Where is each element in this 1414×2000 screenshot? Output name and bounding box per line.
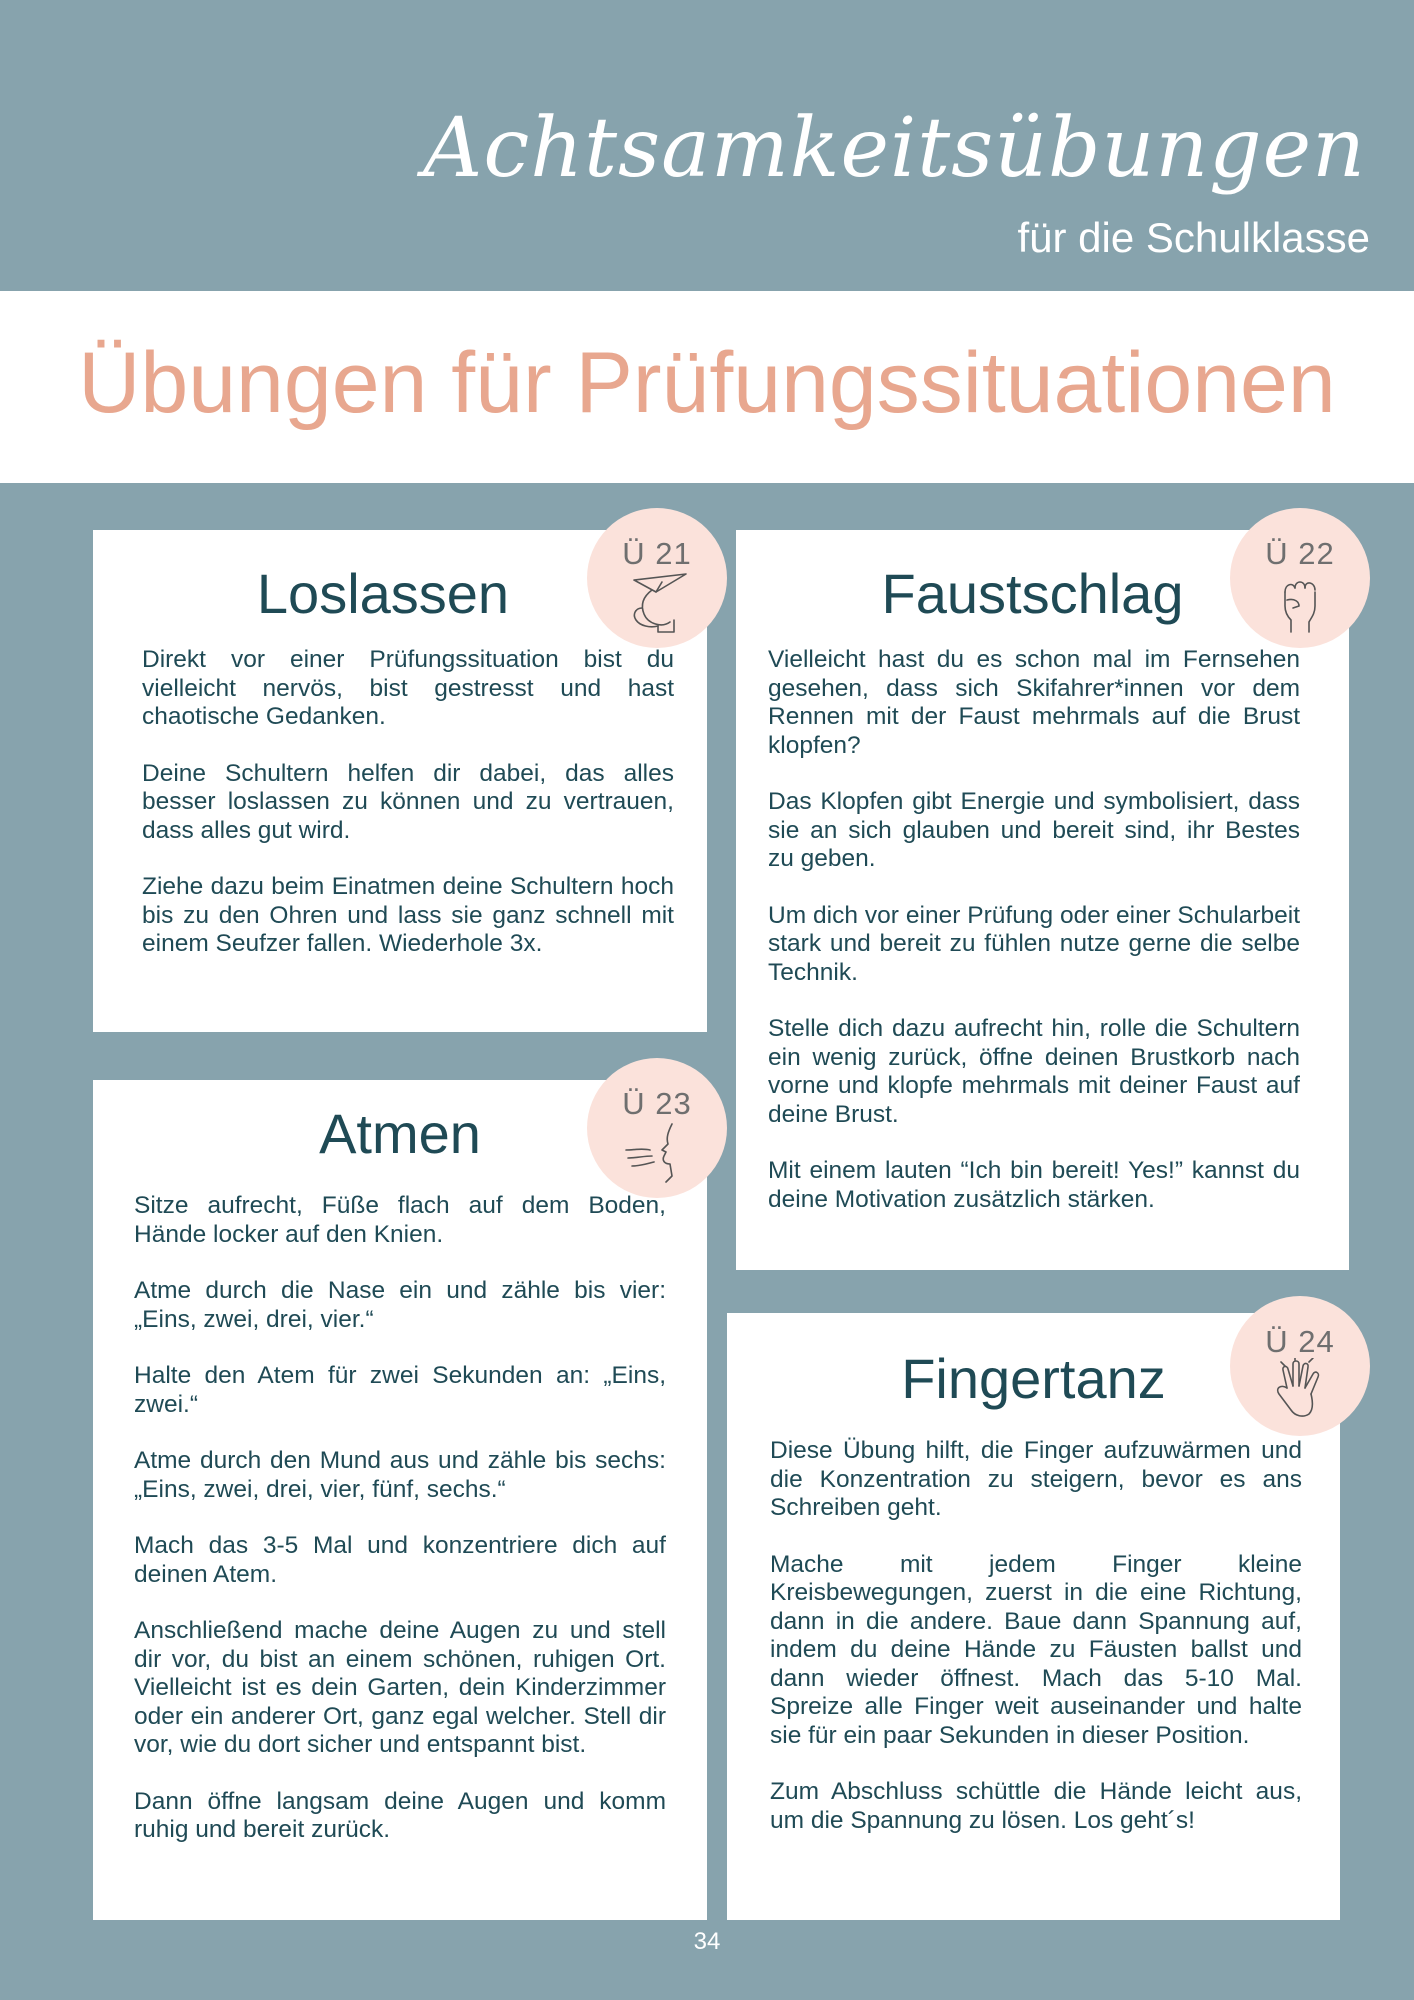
paragraph: Halte den Atem für zwei Sekunden an: „Eins, zwei.“ xyxy=(134,1362,666,1418)
paragraph: Mach das 3-5 Mal und konzentriere dich auf deinen Atem. xyxy=(134,1532,666,1588)
paragraph: Mache mit jedem Finger kleine Kreisbewegungen, zuerst in die eine Richtung, dann in die andere. Baue dann Spannung auf, indem du deine Hände zu Fäusten ballst und dann wieder öffnest. Mach das 5-10 Mal. Spreize alle Finger weit auseinander und halte sie für ein paar Sekunden in dieser Position. xyxy=(770,1550,1302,1749)
exercise-badge xyxy=(587,1058,727,1198)
paragraph: Vielleicht hast du es schon mal im Fernsehen gesehen, dass sich Skifahrer*innen vor dem Rennen mit der Faust mehrmals auf die Brust klopfen? xyxy=(768,646,1300,759)
paragraph: Dann öffne langsam deine Augen und komm ruhig und bereit zurück. xyxy=(134,1787,666,1843)
fist-icon xyxy=(1265,570,1335,634)
exercise-card-atmen xyxy=(93,1080,707,1920)
page-title: Übungen für Prüfungssituationen xyxy=(78,335,1336,431)
paragraph: Sitze aufrecht, Füße flach auf dem Boden, Hände locker auf den Knien. xyxy=(134,1192,666,1248)
exercise-title: Loslassen xyxy=(256,562,510,625)
brand-title: Achtsamkeitsübungen xyxy=(423,101,1366,196)
paragraph: Ziehe dazu beim Einatmen deine Schultern hoch bis zu den Ohren und lass sie ganz schnell mit einem Seufzer fallen. Wiederhole 3x. xyxy=(142,873,674,957)
exercise-card-faustschlag xyxy=(736,530,1349,1270)
paragraph: Um dich vor einer Prüfung oder einer Schularbeit stark und bereit zu fühlen nutze gerne die selbe Technik. xyxy=(768,901,1300,986)
paragraph: Stelle dich dazu aufrecht hin, rolle die Schultern ein wenig zurück, öffne deinen Brustkorb nach vorne und klopfe mehrmals mit deiner Faust auf deine Brust. xyxy=(768,1015,1300,1128)
page-number: 34 xyxy=(693,1928,721,1955)
exercise-number: Ü 24 xyxy=(1265,1324,1335,1359)
paragraph: Deine Schultern helfen dir dabei, das alles besser loslassen zu können und zu vertrauen, dass alles gut wird. xyxy=(142,759,674,844)
paragraph: Direkt vor einer Prüfungssituation bist du vielleicht nervös, bist gestresst und hast chaotische Gedanken. xyxy=(142,646,674,730)
open-hand-icon xyxy=(1265,1358,1335,1422)
exercise-title: Faustschlag xyxy=(881,562,1184,625)
paragraph: Das Klopfen gibt Energie und symbolisiert, dass sie an sich glauben und bereit sind, ihr Bestes zu geben. xyxy=(768,788,1300,872)
exercise-text xyxy=(770,1437,1302,1863)
paragraph: Zum Abschluss schüttle die Hände leicht aus, um die Spannung zu lösen. Los geht´s! xyxy=(770,1778,1302,1834)
paragraph: Atme durch die Nase ein und zähle bis vier: „Eins, zwei, drei, vier.“ xyxy=(134,1277,666,1333)
paragraph: Diese Übung hilft, die Finger aufzuwärmen und die Konzentration zu steigern, bevor es ans Schreiben geht. xyxy=(770,1437,1302,1521)
paragraph: Mit einem lauten “Ich bin bereit! Yes!” kannst du deine Motivation zusätzlich stärken. xyxy=(768,1157,1300,1213)
exercise-badge xyxy=(1230,508,1370,648)
brand-subtitle: für die Schulklasse xyxy=(1017,214,1370,261)
exercise-badge xyxy=(587,508,727,648)
exercise-title: Fingertanz xyxy=(901,1347,1166,1410)
paragraph: Anschließend mache deine Augen zu und stell dir vor, du bist an einem schönen, ruhigen Ort. Vielleicht ist es dein Garten, dein Kinderzimmer oder ein anderer Ort, ganz egal welcher. Stell dir vor, wie du dort sicher und entspannt bist. xyxy=(134,1617,666,1758)
exercise-text xyxy=(134,1192,666,1873)
exercise-badge xyxy=(1230,1296,1370,1436)
exercise-number: Ü 22 xyxy=(1265,536,1335,571)
paper-plane-hand-icon xyxy=(622,570,692,634)
header xyxy=(0,0,1414,290)
paragraph: Atme durch den Mund aus und zähle bis sechs: „Eins, zwei, drei, vier, fünf, sechs.“ xyxy=(134,1447,666,1503)
exercise-text xyxy=(768,646,1300,1242)
exercise-title: Atmen xyxy=(319,1102,481,1165)
exercise-text xyxy=(142,646,674,987)
breathing-face-icon xyxy=(622,1120,692,1184)
exercise-number: Ü 23 xyxy=(622,1086,692,1121)
exercise-number: Ü 21 xyxy=(622,536,692,571)
